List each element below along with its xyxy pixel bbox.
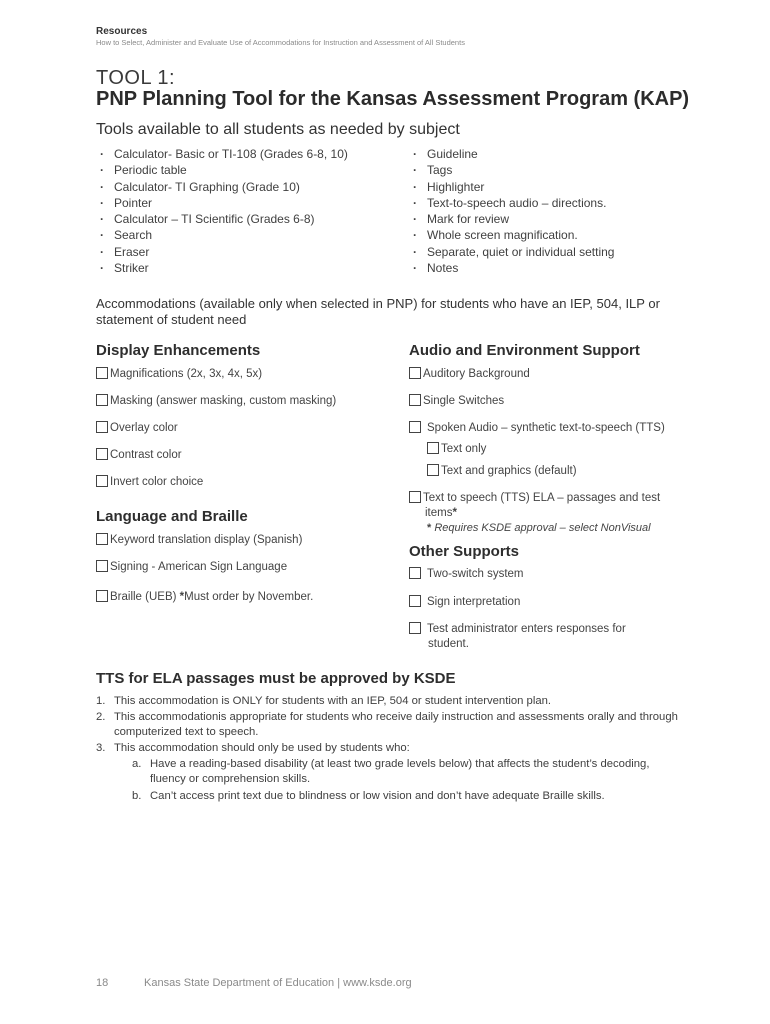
ksde-approval-note (427, 522, 651, 534)
list-item: · Guideline (409, 146, 614, 162)
checkbox-box[interactable] (96, 590, 108, 602)
requires-note: Requires KSDE approval – select NonVisual (434, 522, 651, 534)
list-item: · Calculator- Basic or TI-108 (Grades 6-8, 10) (96, 146, 348, 162)
checkbox-keyword-translation[interactable] (96, 533, 302, 548)
list-item: · Whole screen magnification. (409, 227, 614, 243)
tools-heading: Tools available to all students as needed by subject (96, 121, 460, 138)
page-number: 18 (96, 977, 109, 989)
list-item: · Calculator- TI Graphing (Grade 10) (96, 179, 348, 195)
checkbox-box[interactable] (409, 567, 421, 579)
checkbox-box[interactable] (427, 464, 439, 476)
checkbox-magnifications[interactable] (96, 367, 262, 382)
checkbox-masking[interactable] (96, 394, 336, 409)
checkbox-contrast-color[interactable] (96, 448, 182, 463)
checkbox-label: Two-switch system (427, 568, 524, 580)
checkbox-box[interactable] (96, 421, 108, 433)
list-letter: a. (132, 758, 142, 770)
checkbox-box[interactable] (409, 491, 421, 503)
checkbox-label: Signing - American Sign Language (110, 561, 288, 573)
list-text: This accommodationis appropriate for students who receive daily instruction and assessments orally and through computerized text to speech. (114, 711, 678, 738)
checkbox-box[interactable] (96, 560, 108, 572)
checkbox-label: Auditory Background (423, 368, 530, 380)
checkbox-text-only[interactable] (427, 442, 486, 457)
list-item: · Text-to-speech audio – directions. (409, 195, 614, 211)
list-item: · Eraser (96, 244, 348, 260)
audio-environment-heading: Audio and Environment Support (409, 342, 640, 359)
checkbox-label: Keyword translation display (Spanish) (110, 534, 303, 546)
checkbox-label: Contrast color (110, 449, 182, 461)
list-item: · Calculator – TI Scientific (Grades 6-8) (96, 211, 348, 227)
checkbox-invert-color[interactable] (96, 475, 203, 490)
checkbox-box[interactable] (409, 622, 421, 634)
checkbox-sign-interpretation[interactable] (409, 595, 520, 610)
list-item (114, 757, 686, 786)
checkbox-label: Test administrator enters responses for student. (427, 623, 626, 650)
list-item: · Mark for review (409, 211, 614, 227)
list-text: Have a reading-based disability (at least two grade levels below) that affects the student’s decoding, fluency or comprehension skills. (150, 758, 650, 785)
checkbox-box[interactable] (427, 442, 439, 454)
checkbox-label: Text to speech (TTS) ELA – passages and test items (423, 492, 661, 519)
checkbox-spoken-audio[interactable] (409, 421, 665, 436)
checkbox-label: Single Switches (423, 395, 505, 407)
checkbox-test-admin-enters[interactable] (409, 622, 668, 652)
tts-requirements-list (96, 694, 686, 807)
checkbox-box[interactable] (409, 595, 421, 607)
checkbox-box[interactable] (409, 367, 421, 379)
list-text: This accommodation is ONLY for students with an IEP, 504 or student intervention plan. (114, 695, 552, 707)
required-star: * (452, 507, 457, 519)
tool-label: TOOL 1: (96, 67, 176, 89)
list-text: Can’t access print text due to blindness or low vision and don’t have adequate Braille skills. (150, 790, 605, 802)
list-item (96, 741, 686, 804)
checkbox-label: Magnifications (2x, 3x, 4x, 5x) (110, 368, 263, 380)
checkbox-braille[interactable] (96, 590, 313, 605)
checkbox-single-switches[interactable] (409, 394, 504, 409)
page-title: PNP Planning Tool for the Kansas Assessment Program (KAP) (96, 88, 690, 110)
list-number: 2. (96, 711, 106, 723)
checkbox-label: Sign interpretation (427, 596, 521, 608)
header-subtitle: How to Select, Administer and Evaluate Use of Accommodations for Instruction and Assessment of All Students (96, 38, 465, 47)
list-item: · Notes (409, 260, 614, 276)
running-header (96, 26, 465, 48)
checkbox-box[interactable] (409, 421, 421, 433)
checkbox-box[interactable] (96, 533, 108, 545)
braille-note: Must order by November. (184, 591, 314, 603)
other-supports-heading: Other Supports (409, 543, 520, 560)
list-number: 3. (96, 741, 106, 754)
list-item: · Tags (409, 162, 614, 178)
checkbox-overlay-color[interactable] (96, 421, 178, 436)
list-item: · Highlighter (409, 179, 614, 195)
list-item: · Search (96, 227, 348, 243)
list-item: · Separate, quiet or individual setting (409, 244, 614, 260)
list-item: · Striker (96, 260, 348, 276)
tools-list-right (409, 146, 614, 276)
checkbox-signing-asl[interactable] (96, 560, 287, 575)
tts-sub-list (114, 757, 686, 804)
list-number: 1. (96, 695, 106, 707)
checkbox-label: Overlay color (110, 422, 178, 434)
checkbox-box[interactable] (96, 448, 108, 460)
required-star: * (179, 591, 185, 603)
list-item (96, 710, 686, 739)
checkbox-tts-ela[interactable] (409, 491, 695, 521)
checkbox-label: Invert color choice (110, 476, 204, 488)
header-section: Resources (96, 26, 148, 37)
checkbox-label: Spoken Audio – synthetic text-to-speech (TTS) (427, 422, 665, 434)
checkbox-two-switch[interactable] (409, 567, 524, 582)
checkbox-label: Text and graphics (default) (441, 465, 577, 477)
list-item (96, 694, 686, 709)
checkbox-auditory-background[interactable] (409, 367, 530, 382)
list-text: This accommodation should only be used by students who: (114, 741, 410, 754)
checkbox-label: Braille (UEB) (110, 591, 177, 603)
tts-approval-heading: TTS for ELA passages must be approved by KSDE (96, 670, 456, 687)
language-braille-heading: Language and Braille (96, 508, 248, 525)
list-letter: b. (132, 790, 142, 802)
accommodations-intro: Accommodations (available only when selected in PNP) for students who have an IEP, 504, ILP or statement of student need (96, 296, 660, 327)
checkbox-box[interactable] (96, 475, 108, 487)
checkbox-box[interactable] (96, 367, 108, 379)
checkbox-label: Masking (answer masking, custom masking) (110, 395, 337, 407)
checkbox-box[interactable] (409, 394, 421, 406)
checkbox-label: Text only (441, 443, 487, 455)
tools-list-left (96, 146, 348, 276)
footer-org: Kansas State Department of Education | www.ksde.org (144, 977, 412, 989)
list-item (114, 789, 686, 804)
list-item: · Pointer (96, 195, 348, 211)
checkbox-box[interactable] (96, 394, 108, 406)
display-enhancements-heading: Display Enhancements (96, 342, 261, 359)
checkbox-text-and-graphics[interactable] (427, 464, 577, 479)
list-item: · Periodic table (96, 162, 348, 178)
required-star: * (427, 522, 432, 534)
